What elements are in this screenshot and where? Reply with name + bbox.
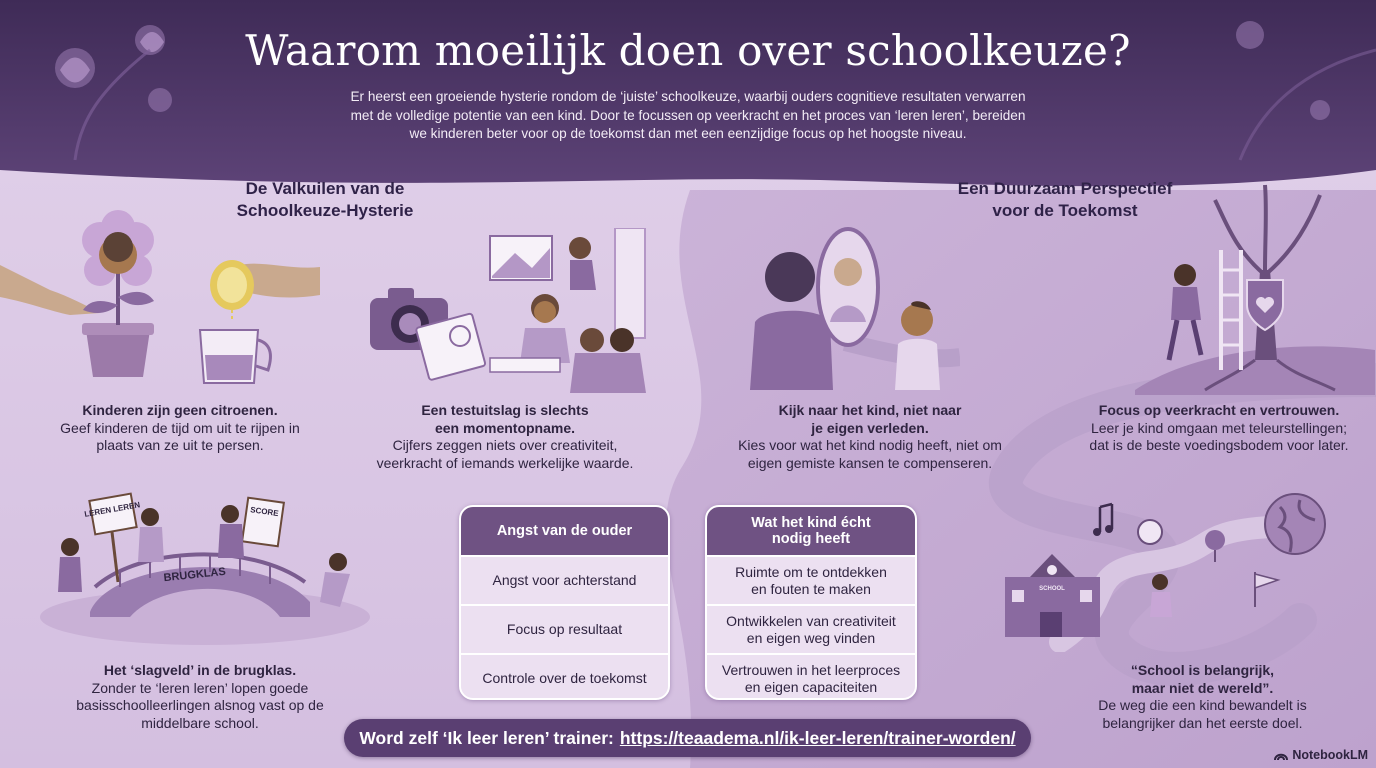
small-tree-icon (1205, 530, 1225, 562)
caption-test-heading-2: een momentopname. (434, 419, 576, 436)
mirror-illustration (745, 222, 960, 390)
child-drawing-icon (490, 294, 570, 372)
parent-fear-row: Focus op resultaat (461, 604, 668, 653)
right-section-title-line-1: Een Duurzaam Perspectief (957, 179, 1173, 198)
caption-lemons-heading: Kinderen zijn geen citroenen. (82, 402, 278, 418)
sign-label: LEREN LEREN (83, 500, 141, 519)
parent-fear-row: Angst voor achterstand (461, 555, 668, 604)
child-climbing-icon (569, 228, 645, 338)
painting-icon (490, 236, 552, 280)
child-needs-row-line-2: en eigen capaciteiten (744, 678, 878, 695)
measuring-jug-icon (200, 330, 270, 383)
bridge-illustration (40, 492, 370, 657)
page-title: Waarom moeilijk doen over schoolkeuze? (245, 26, 1131, 75)
child-needs-header-line-2: nodig heeft (771, 531, 851, 547)
bridge-label: BRUGKLAS (163, 565, 227, 585)
school-label: SCHOOL (1039, 586, 1065, 592)
caption-mirror-body: Kies voor wat het kind nodig heeft, niet om eigen gemiste kansen te compenseren. (738, 437, 1002, 471)
child-needs-header-line-1: Wat het kind écht (751, 515, 871, 531)
caption-world-body: De weg die een kind bewandelt is belangrijker dan het eerste doel. (1098, 697, 1307, 731)
lemon-icon (210, 260, 254, 310)
right-section-title-line-2: voor de Toekomst (992, 201, 1138, 220)
running-child-icon (1150, 574, 1172, 617)
caption-bridge-body: Zonder te ‘leren leren’ lopen goede basisschoolleerlingen alsnog vast op de middelbare school. (76, 679, 324, 731)
caption-test-body: Cijfers zeggen niets over creativiteit, veerkracht of iemands werkelijke waarde. (376, 437, 634, 471)
caption-mirror (725, 402, 1015, 472)
climbing-child-icon (1169, 264, 1201, 360)
music-note-icon (1093, 504, 1113, 536)
child-needs-header (707, 507, 915, 555)
left-section-title-line-2: Schoolkeuze-Hysterie (236, 201, 414, 220)
score-label: SCORE (249, 505, 280, 519)
caption-world-heading-2: maar niet de wereld”. (1131, 679, 1274, 696)
caption-bridge (70, 662, 330, 732)
child-needs-row-line-1: Ontwikkelen van creativiteit (726, 612, 896, 629)
caption-resilience-body: Leer je kind omgaan met teleurstellingen; dat is de beste voedingsbodem voor later. (1089, 419, 1349, 453)
caption-test (370, 402, 640, 472)
cta-label: Word zelf ‘Ik leer leren’ trainer: (359, 727, 614, 748)
child-icon (895, 301, 940, 390)
parent-fear-table (459, 505, 670, 700)
trainer-cta-banner (344, 719, 1031, 757)
tree-illustration (1135, 180, 1375, 395)
notebooklm-icon (1274, 749, 1288, 761)
caption-lemons-body: Geef kinderen de tijd om uit te rijpen in plaats van ze uit te persen. (60, 419, 300, 453)
caption-world (1075, 662, 1330, 732)
intro-text: Er heerst een groeiende hysterie rondom de ‘juiste’ schoolkeuze, waarbij ouders cognitieve resultaten verwarren met de volledige potentie van een kind. Door te focussen op veerkracht en het proces van ‘leren leren’, bereiden we kinderen beter voor op de toekomst dan met een eenzijdige focus op het hoogste niveau. (350, 89, 1026, 141)
shield-heart-icon (1247, 280, 1283, 330)
child-needs-row-line-2: en eigen weg vinden (746, 629, 876, 646)
caption-bridge-heading: Het ‘slagveld’ in de brugklas. (103, 662, 297, 678)
caption-test-heading-1: Een testuitslag is slechts (421, 402, 589, 418)
caption-world-heading-1: “School is belangrijk, (1130, 662, 1275, 678)
child-needs-row-line-1: Ruimte om te ontdekken (735, 563, 887, 580)
child-needs-row-line-2: en fouten te maken (751, 580, 871, 597)
parent-fear-row: Controle over de toekomst (461, 653, 668, 700)
child-needs-table (705, 505, 917, 700)
test-snapshot-illustration (360, 228, 660, 396)
globe-icon (1265, 494, 1325, 554)
caption-resilience-heading: Focus op veerkracht en vertrouwen. (1098, 402, 1340, 418)
brand-logo (1274, 748, 1368, 762)
ball-icon (1138, 520, 1162, 544)
caption-mirror-heading-1: Kijk naar het kind, niet naar (778, 402, 962, 418)
parent-fear-header: Angst van de ouder (461, 507, 668, 555)
child-needs-row-line-1: Vertrouwen in het leerproces (721, 661, 901, 678)
flower-lemon-illustration (0, 205, 320, 400)
left-section-title-line-1: De Valkuilen van de (245, 179, 405, 198)
caption-mirror-heading-2: je eigen verleden. (811, 419, 929, 436)
school-world-illustration (1000, 492, 1340, 652)
trainer-link[interactable]: https://teaadema.nl/ik-leer-leren/trainer-worden/ (619, 727, 1016, 748)
flag-icon (1255, 572, 1278, 607)
flower-pot (86, 330, 150, 377)
caption-resilience (1085, 402, 1353, 455)
caption-lemons (45, 402, 315, 455)
leren-leren-sign-icon (84, 494, 141, 582)
score-paper-icon (242, 498, 284, 547)
brand-name: NotebookLM (1292, 748, 1368, 762)
child-needs-row (707, 604, 915, 653)
child-needs-row (707, 555, 915, 604)
mirror-icon (818, 229, 878, 345)
school-icon (1005, 554, 1100, 637)
child-needs-row (707, 653, 915, 700)
ladder-icon (1221, 250, 1241, 370)
